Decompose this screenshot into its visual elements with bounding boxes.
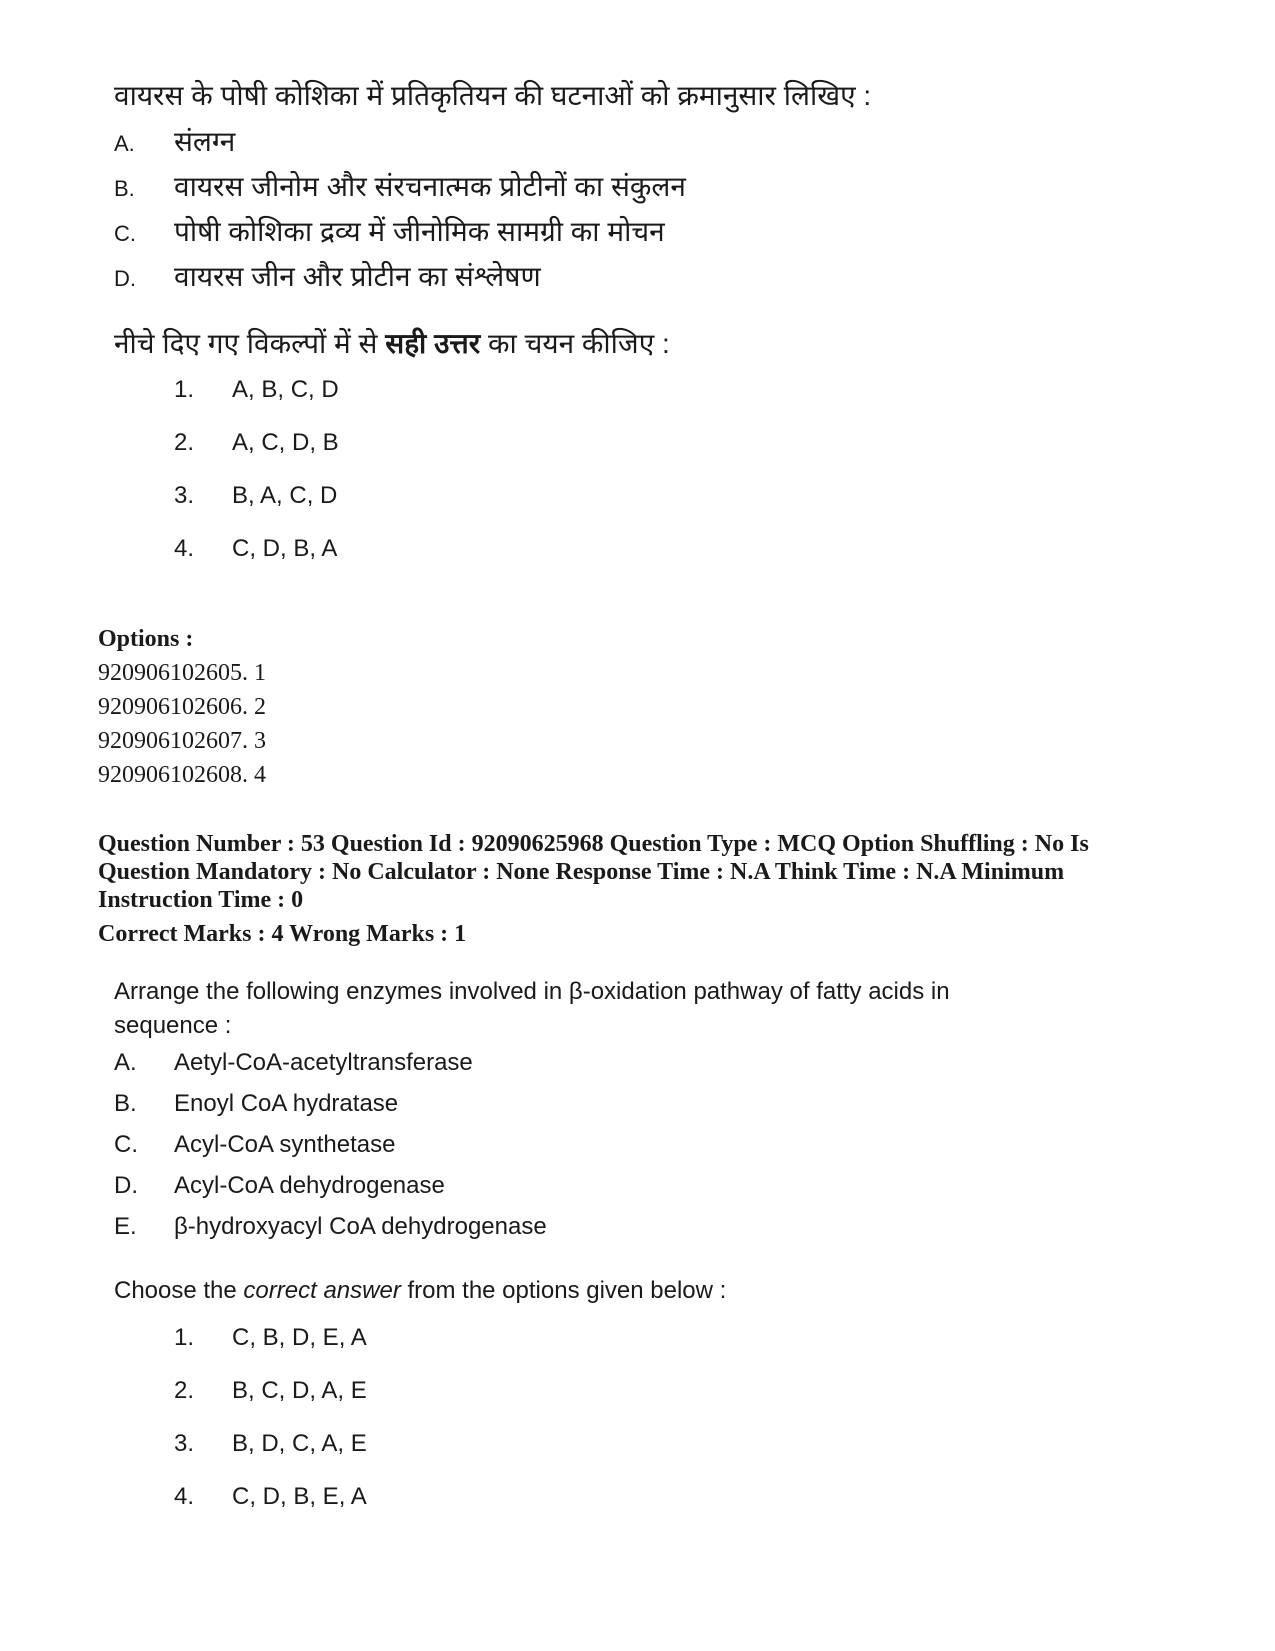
item-label: D. — [114, 266, 136, 291]
instruction — [114, 324, 1114, 364]
instruction — [114, 1274, 1114, 1308]
list-item — [114, 122, 1114, 167]
choice-text: B, D, C, A, E — [232, 1430, 367, 1457]
choice-text: B, C, D, A, E — [232, 1377, 367, 1404]
item-text: Acyl-CoA dehydrogenase — [174, 1172, 445, 1199]
choice-text: C, B, D, E, A — [232, 1324, 367, 1351]
choice-number: 2. — [174, 1377, 195, 1404]
choice-number: 3. — [174, 1430, 195, 1457]
marks-line: Correct Marks : 4 Wrong Marks : 1 — [98, 921, 467, 947]
list-item — [114, 1131, 1114, 1172]
question-hindi — [114, 76, 1114, 588]
answer-choice — [174, 535, 1114, 588]
answer-choice — [174, 429, 1114, 482]
choice-number: 4. — [174, 535, 195, 562]
instruction-text: का चयन कीजिए : — [480, 328, 670, 359]
item-label: B. — [114, 176, 135, 201]
instruction-text: Choose the — [114, 1277, 244, 1304]
choice-text: B, A, C, D — [232, 482, 338, 509]
option-id: 920906102608. 4 — [98, 762, 266, 788]
meta-line: Question Number : 53 Question Id : 92090625968 Question Type : MCQ Option Shuffling : No Is — [98, 831, 1089, 857]
instruction-text: नीचे दिए गए विकल्पों में से — [114, 328, 386, 359]
option-id: 920906102607. 3 — [98, 728, 266, 754]
choice-text: C, D, B, A — [232, 535, 338, 562]
option-id: 920906102605. 1 — [98, 660, 266, 686]
answer-choice — [174, 482, 1114, 535]
instruction-bold: सही उत्तर — [385, 328, 481, 359]
item-text: Aetyl-CoA-acetyltransferase — [174, 1049, 473, 1076]
list-item — [114, 212, 1114, 257]
list-item — [114, 1213, 1114, 1254]
item-text: पोषी कोशिका द्रव्य में जीनोमिक सामग्री का मोचन — [174, 216, 665, 247]
meta-line: Instruction Time : 0 — [98, 887, 304, 913]
item-label: C. — [114, 221, 136, 246]
meta-line: Question Mandatory : No Calculator : None Response Time : N.A Think Time : N.A Minimum — [98, 859, 1065, 885]
question-stem — [114, 975, 1114, 1043]
item-text: Enoyl CoA hydratase — [174, 1090, 399, 1117]
question-meta — [98, 830, 1178, 948]
answer-choice — [174, 1377, 1114, 1430]
item-text: संलग्न — [174, 126, 236, 157]
options-heading: Options : — [98, 626, 194, 652]
answer-choices — [114, 1324, 1114, 1536]
item-label: C. — [114, 1131, 138, 1158]
stem-line: sequence : — [114, 1012, 232, 1039]
item-text: Acyl-CoA synthetase — [174, 1131, 396, 1158]
item-text: वायरस जीन और प्रोटीन का संश्लेषण — [174, 261, 541, 292]
list-item — [114, 257, 1114, 302]
list-item — [114, 1172, 1114, 1213]
item-label: A. — [114, 1049, 137, 1076]
item-label: E. — [114, 1213, 137, 1240]
options-block — [98, 622, 266, 792]
list-item — [114, 167, 1114, 212]
item-label: A. — [114, 131, 135, 156]
item-text: वायरस जीनोम और संरचनात्मक प्रोटीनों का संकुलन — [174, 171, 686, 202]
item-text: β-hydroxyacyl CoA dehydrogenase — [174, 1213, 547, 1240]
choice-number: 3. — [174, 482, 195, 509]
stem-line: Arrange the following enzymes involved in β-oxidation pathway of fatty acids in — [114, 978, 950, 1005]
answer-choice — [174, 1430, 1114, 1483]
question-english — [114, 975, 1114, 1536]
option-id: 920906102606. 2 — [98, 694, 266, 720]
choice-number: 1. — [174, 376, 195, 403]
item-label: D. — [114, 1172, 138, 1199]
answer-choice — [174, 376, 1114, 429]
answer-choice — [174, 1324, 1114, 1377]
instruction-text: from the options given below : — [400, 1277, 727, 1304]
choice-number: 1. — [174, 1324, 195, 1351]
answer-choices — [114, 376, 1114, 588]
instruction-italic: correct answer — [243, 1277, 401, 1304]
choice-number: 4. — [174, 1483, 195, 1510]
item-label: B. — [114, 1090, 137, 1117]
choice-number: 2. — [174, 429, 195, 456]
question-stem: वायरस के पोषी कोशिका में प्रतिकृतियन की घटनाओं को क्रमानुसार लिखिए : — [114, 80, 872, 111]
choice-text: A, B, C, D — [232, 376, 339, 403]
choice-text: A, C, D, B — [232, 429, 339, 456]
choice-text: C, D, B, E, A — [232, 1483, 367, 1510]
list-item — [114, 1090, 1114, 1131]
list-item — [114, 1049, 1114, 1090]
answer-choice — [174, 1483, 1114, 1536]
